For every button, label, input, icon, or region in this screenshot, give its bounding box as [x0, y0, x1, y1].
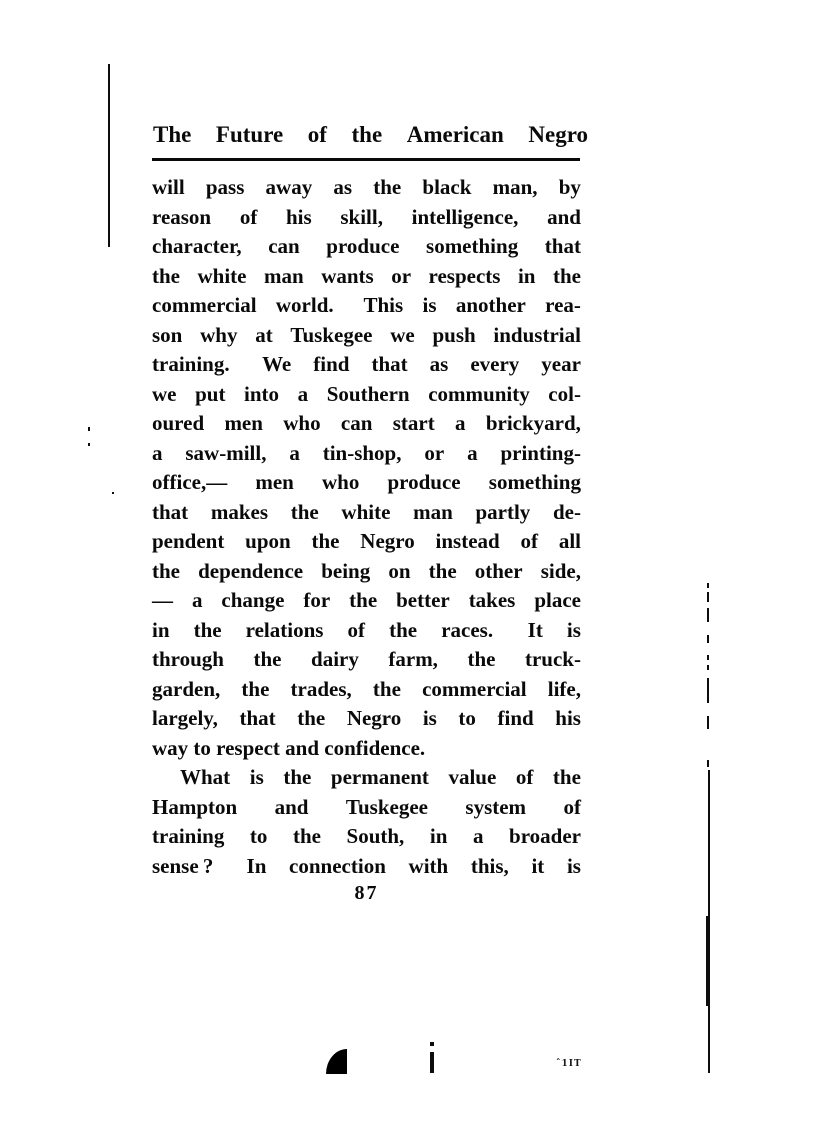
text-line: largely, that the Negro is to find his — [152, 706, 581, 730]
text-line: the white man wants or respects in the — [152, 263, 581, 288]
text-line: training. We find that as every year — [152, 352, 581, 376]
text-line: will pass away as the black man, by — [152, 175, 581, 199]
text-line: that makes the white man partly de- — [152, 499, 581, 524]
text-line: Hampton and Tuskegee system of — [152, 794, 581, 819]
scan-artifact-ink-blob — [326, 1049, 347, 1074]
text-line: son why at Tuskegee we push industrial — [152, 322, 581, 347]
scan-artifact-speck — [88, 443, 90, 446]
text-line: through the dairy farm, the truck- — [152, 647, 581, 671]
header-rule — [152, 158, 580, 161]
scan-artifact-right-dash — [707, 635, 709, 643]
scan-artifact-right-dash — [707, 655, 709, 660]
scan-artifact-right-dash — [707, 592, 709, 602]
text-line: office,— men who produce something — [152, 470, 581, 494]
scan-artifact-left-line — [108, 64, 110, 247]
scan-artifact-right-line-thick — [706, 916, 710, 1006]
text-line: — a change for the better takes place — [152, 588, 581, 612]
scan-artifact-corner-text: ˆ1IT — [556, 1059, 582, 1069]
body-text — [152, 173, 581, 881]
scan-artifact-right-dash — [707, 665, 709, 670]
text-line: the dependence being on the other side, — [152, 558, 581, 583]
text-line: character, can produce something that — [152, 234, 581, 258]
scan-artifact-right-segment — [707, 678, 709, 703]
page-header-title: The Future of the American Negro — [153, 122, 588, 147]
text-line: a saw-mill, a tin-shop, or a printing- — [152, 440, 581, 465]
text-line: garden, the trades, the commercial life, — [152, 676, 581, 701]
scan-artifact-bar — [430, 1052, 434, 1073]
text-line: reason of his skill, intelligence, and — [152, 204, 581, 229]
page-number: 87 — [354, 882, 379, 904]
text-line: in the relations of the races. It is — [152, 617, 581, 642]
scan-artifact-dot — [430, 1042, 434, 1046]
text-line-paragraph-end: way to respect and confidence. — [152, 735, 426, 760]
text-line: commercial world. This is another rea- — [152, 293, 581, 317]
text-line: pendent upon the Negro instead of all — [152, 529, 581, 553]
text-line: training to the South, in a broader — [152, 824, 581, 848]
text-line: oured men who can start a brickyard, — [152, 411, 581, 435]
text-line: sense ? In connection with this, it is — [152, 853, 581, 878]
scan-artifact-right-dash — [707, 760, 709, 767]
scan-artifact-speck — [112, 492, 114, 494]
scan-artifact-speck — [88, 427, 90, 431]
text-line-paragraph-start: What is the permanent value of the — [180, 765, 581, 789]
scan-artifact-right-dash — [707, 716, 709, 729]
scan-artifact-right-dash — [707, 583, 709, 588]
scan-artifact-right-dash — [707, 608, 709, 622]
text-line: we put into a Southern community col- — [152, 381, 581, 406]
